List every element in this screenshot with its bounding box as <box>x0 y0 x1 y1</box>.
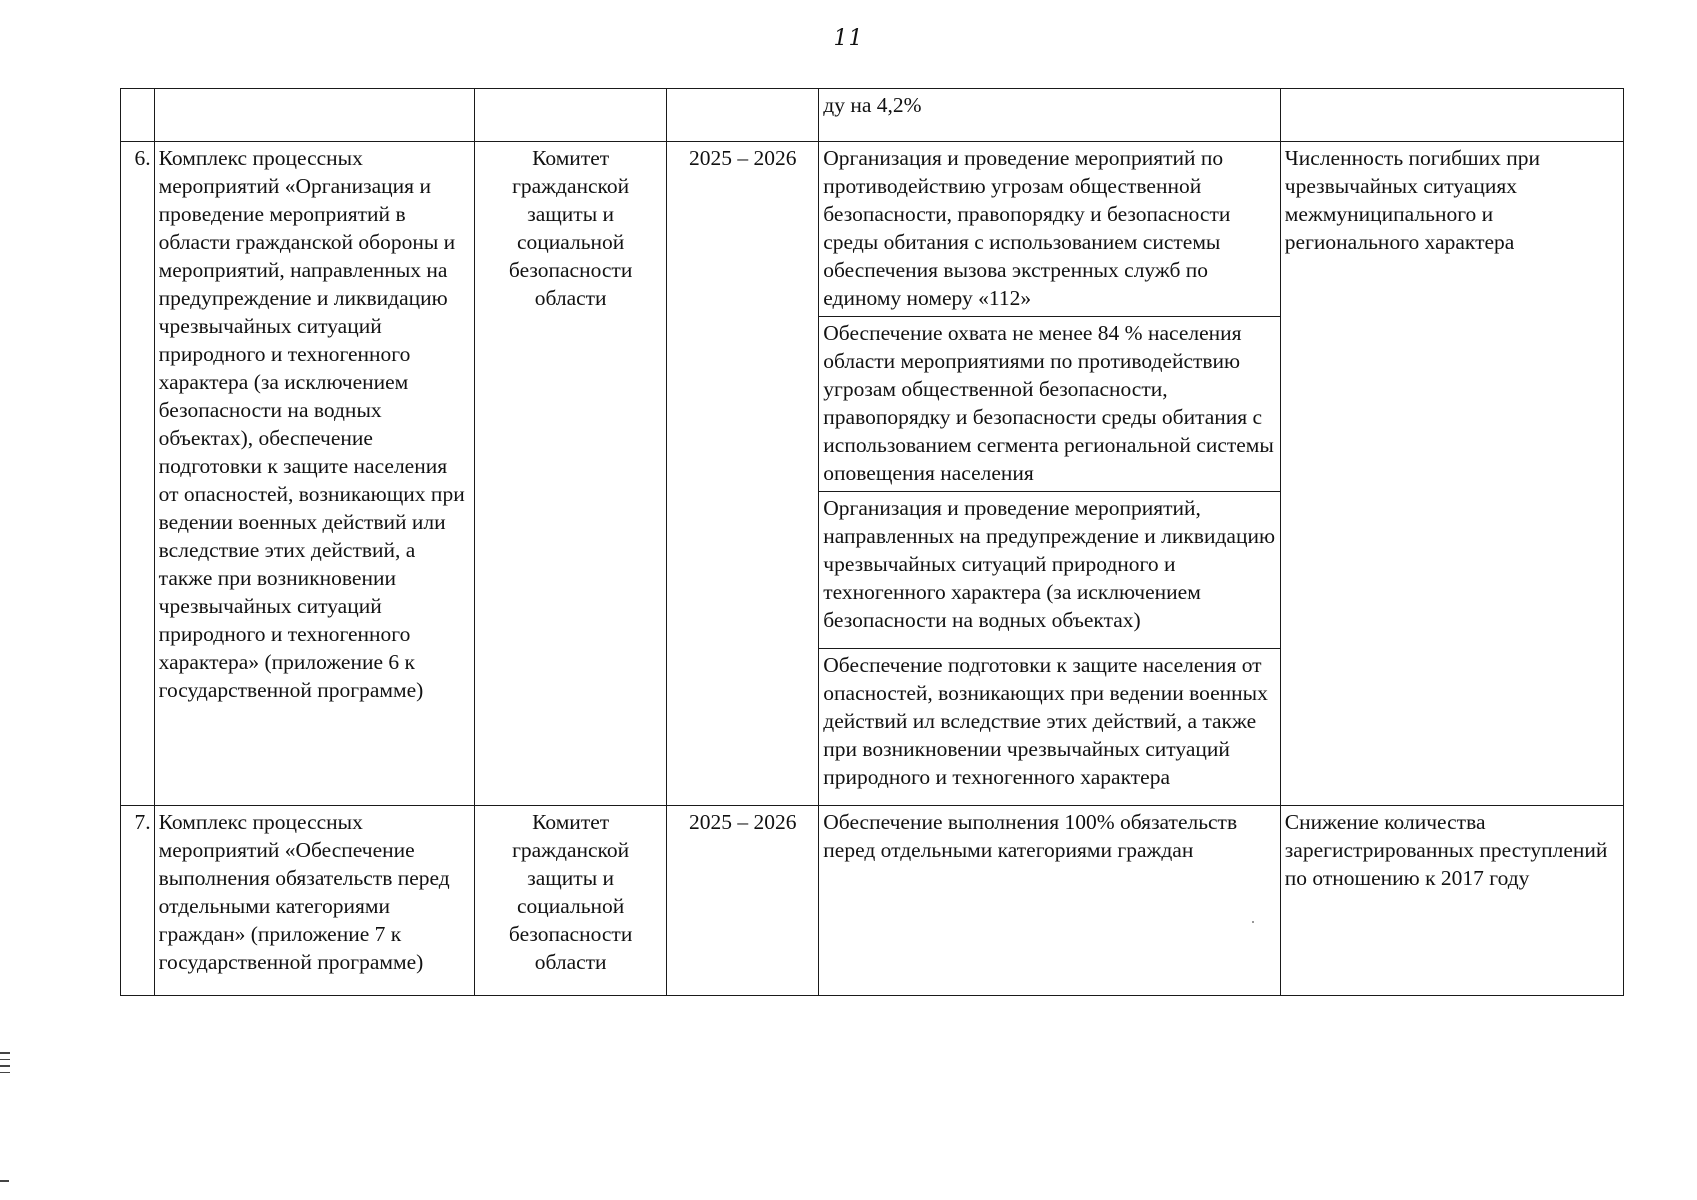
cell-indicator <box>1280 89 1623 142</box>
indicator: Снижение количества зарегистрированных преступлений по отношению к 2017 году <box>1280 806 1623 996</box>
result-item: Обеспечение подготовки к защите населения от опасностей, возникающих при ведении военных действий ил вследствие этих действий, а также при возникновении чрезвычайных ситуаций природного и техногенного характера <box>819 649 1281 806</box>
program-table <box>120 88 1624 996</box>
cell-name <box>154 89 474 142</box>
table-row-continuation <box>121 89 1624 142</box>
table-row-6 <box>121 142 1624 317</box>
executor: Комитет гражданской защиты и социальной безопасности области <box>475 142 667 806</box>
scan-edge-marks <box>0 1052 10 1078</box>
result-item: Обеспечение охвата не менее 84 % населения области мероприятиями по противодействию угрозам общественной безопасности, правопорядку и безопасности среды обитания с использованием сегмента региональной системы оповещения населения <box>819 317 1281 492</box>
page-number: 11 <box>833 26 864 51</box>
scan-edge-tick <box>0 1180 9 1182</box>
cell-result: ду на 4,2% <box>819 89 1281 142</box>
measure-name: Комплекс процессных мероприятий «Обеспечение выполнения обязательств перед отдельными категориями граждан» (приложение 7 к государственной программе) <box>154 806 474 996</box>
result-item: Организация и проведение мероприятий по противодействию угрозам общественной безопасности, правопорядку и безопасности среды обитания с использованием системы обеспечения вызова экстренных служб по единому номеру «112» <box>819 142 1281 317</box>
indicator: Численность погибших при чрезвычайных ситуациях межмуниципального и регионального характера <box>1280 142 1623 806</box>
cell-num <box>121 89 155 142</box>
scan-speck <box>1252 921 1254 923</box>
cell-period <box>667 89 819 142</box>
row-number: 6. <box>121 142 155 806</box>
result-item: Обеспечение выполнения 100% обязательств перед отдельными категориями граждан <box>819 806 1281 996</box>
period: 2025 – 2026 <box>667 142 819 806</box>
row-number: 7. <box>121 806 155 996</box>
measure-name: Комплекс процессных мероприятий «Организация и проведение мероприятий в области гражданской обороны и мероприятий, направленных на предупреждение и ликвидацию чрезвычайных ситуаций природного и техногенного характера (за исключением безопасности на водных объектах), обеспечение подготовки к защите населения от опасностей, возникающих при ведении военных действий или вследствие этих действий, а также при возникновении чрезвычайных ситуаций природного и техногенного характера» (приложение 6 к государственной программе) <box>154 142 474 806</box>
result-item: Организация и проведение мероприятий, направленных на предупреждение и ликвидацию чрезвычайных ситуаций природного и техногенного характера (за исключением безопасности на водных объектах) <box>819 492 1281 649</box>
executor: Комитет гражданской защиты и социальной безопасности области <box>475 806 667 996</box>
table-row-7 <box>121 806 1624 996</box>
period: 2025 – 2026 <box>667 806 819 996</box>
cell-executor <box>475 89 667 142</box>
